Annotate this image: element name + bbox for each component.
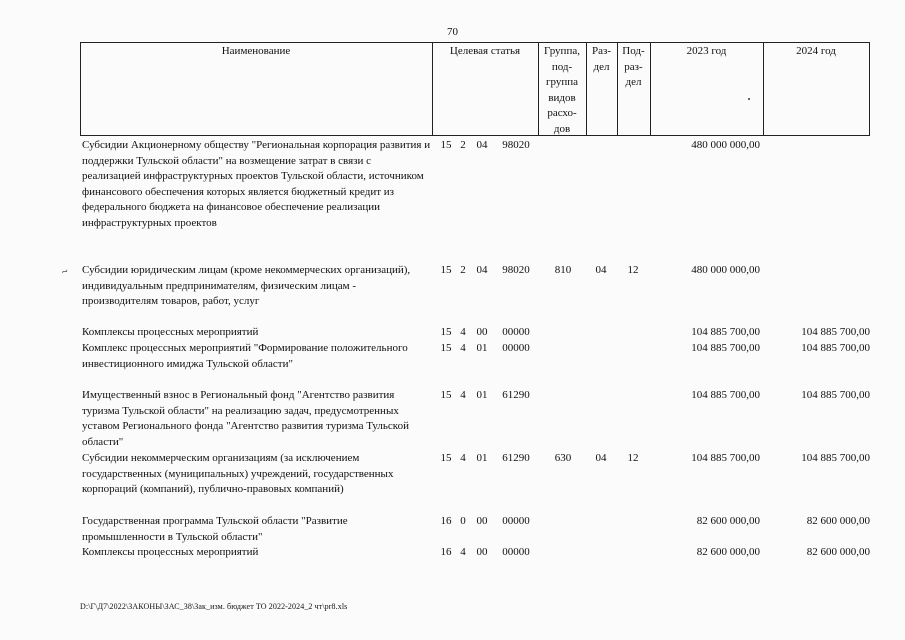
target-direction: 61290: [502, 389, 530, 401]
target-subprogram: 4: [460, 389, 466, 401]
target-event: 00: [476, 546, 488, 558]
group-code: 630: [554, 452, 572, 464]
row-name: Комплексы процессных мероприятий: [82, 326, 259, 338]
target-program: 16: [440, 515, 452, 527]
amount-2023: 104 885 700,00: [691, 342, 760, 354]
target-program: 15: [440, 264, 452, 276]
row-name: Комплексы процессных мероприятий: [82, 546, 259, 558]
amount-2024: 104 885 700,00: [801, 452, 870, 464]
header-top-border: [80, 42, 870, 43]
header-subsection: Под- раз- дел: [622, 45, 645, 88]
header-group: Группа, под- группа видов расхо- дов: [544, 45, 580, 135]
amount-2023: 82 600 000,00: [696, 546, 760, 558]
target-program: 15: [440, 342, 452, 354]
target-program: 15: [440, 139, 452, 151]
target-direction: 00000: [502, 326, 530, 338]
row-name: Комплекс процессных мероприятий "Формирование положительного инвестиционного имиджа Тульской области": [82, 342, 408, 370]
target-event: 00: [476, 515, 488, 527]
page-number: 70: [447, 26, 458, 38]
amount-2024: 82 600 000,00: [806, 515, 870, 527]
amount-2023: 104 885 700,00: [691, 389, 760, 401]
subsection-code: 12: [627, 264, 639, 276]
target-program: 16: [440, 546, 452, 558]
header-section: Раз- дел: [591, 45, 611, 73]
amount-2024: 104 885 700,00: [801, 342, 870, 354]
target-program: 15: [440, 389, 452, 401]
section-code: 04: [595, 452, 607, 464]
amount-2023: 480 000 000,00: [691, 139, 760, 151]
row-name: Субсидии юридическим лицам (кроме некоммерческих организаций), индивидуальным предпринимателям, физическим лицам - производителям товаров, работ, услуг: [82, 264, 411, 307]
amount-2024: 82 600 000,00: [806, 546, 870, 558]
header-2024: 2024 год: [796, 45, 836, 57]
target-direction: 00000: [502, 342, 530, 354]
target-program: 15: [440, 452, 452, 464]
group-code: 810: [554, 264, 572, 276]
target-event: 00: [476, 326, 488, 338]
header-name: Наименование: [221, 45, 291, 57]
target-event: 01: [476, 342, 488, 354]
row-name: Субсидии Акционерному обществу "Региональная корпорация развития и поддержки Тульской области" на возмещение затрат в связи с реализацией инфраструктурных проектов Тульской области, источником финансового обеспечения которых является бюджетный кредит из федерального бюджета на финансовое обеспечение реализации инфраструктурных проектов: [82, 139, 431, 229]
target-event: 04: [476, 139, 488, 151]
target-direction: 00000: [502, 546, 530, 558]
target-event: 01: [476, 452, 488, 464]
target-subprogram: 2: [460, 264, 466, 276]
target-direction: 00000: [502, 515, 530, 527]
section-code: 04: [595, 264, 607, 276]
target-event: 04: [476, 264, 488, 276]
target-subprogram: 4: [460, 342, 466, 354]
amount-2024: 104 885 700,00: [801, 389, 870, 401]
footer-file-path: D:\Г\Д7\2022\ЗАКОНЫ\ЗАС_38\Зак_изм. бюджет ТО 2022-2024_2 чт\pr8.xls: [80, 602, 348, 611]
target-event: 01: [476, 389, 488, 401]
target-direction: 61290: [502, 452, 530, 464]
table-header: [80, 42, 870, 136]
target-direction: 98020: [502, 264, 530, 276]
target-subprogram: 4: [460, 546, 466, 558]
header-target: Целевая статья: [449, 45, 521, 57]
margin-check-mark: ~: [60, 265, 70, 279]
target-subprogram: 4: [460, 452, 466, 464]
amount-2023: 480 000 000,00: [691, 264, 760, 276]
row-name: Субсидии некоммерческим организациям (за исключением государственных (муниципальных) учреждений, государственных корпораций (компаний), публично-правовых компаний): [82, 452, 394, 495]
target-program: 15: [440, 326, 452, 338]
target-direction: 98020: [502, 139, 530, 151]
row-name: Имущественный взнос в Региональный фонд "Агентство развития туризма Тульской области" на реализацию задач, предусмотренных уставом Регионального фонда "Агентство развития туризма Тульской области": [82, 389, 409, 448]
amount-2023: 104 885 700,00: [691, 452, 760, 464]
target-subprogram: 0: [460, 515, 466, 527]
header-2023: 2023 год: [686, 45, 727, 57]
amount-2023: 104 885 700,00: [691, 326, 760, 338]
header-bottom-border: [80, 135, 870, 136]
scan-dot: [748, 98, 750, 100]
amount-2023: 82 600 000,00: [696, 515, 760, 527]
row-name: Государственная программа Тульской области "Развитие промышленности в Тульской области": [82, 515, 348, 543]
col-divider: [869, 42, 870, 136]
target-subprogram: 4: [460, 326, 466, 338]
amount-2024: 104 885 700,00: [801, 326, 870, 338]
target-subprogram: 2: [460, 139, 466, 151]
subsection-code: 12: [627, 452, 639, 464]
